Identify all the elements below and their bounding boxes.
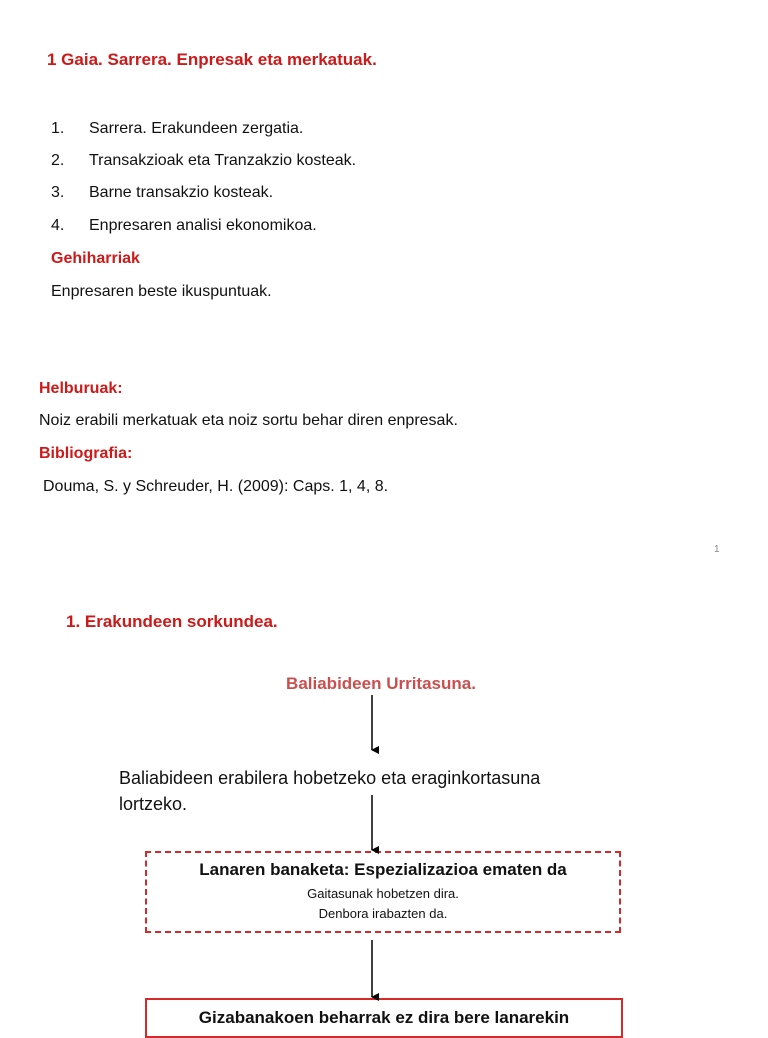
list-item-number: 2. <box>51 152 65 169</box>
list-item-number: 4. <box>51 217 65 234</box>
goals-heading: Helburuak: <box>39 380 123 397</box>
page-number: 1 <box>714 544 720 555</box>
box-heading: Lanaren banaketa: Espezializazioa ematen da <box>199 860 567 879</box>
page-title: 1 Gaia. Sarrera. Enpresak eta merkatuak. <box>47 50 377 69</box>
list-item-text: Enpresaren analisi ekonomikoa. <box>89 217 317 234</box>
list-item-text: Transakzioak eta Tranzakzio kosteak. <box>89 152 357 169</box>
bibliography-heading: Bibliografia: <box>39 445 133 462</box>
list-item-number: 3. <box>51 184 65 201</box>
extras-heading: Gehiharriak <box>51 250 140 267</box>
goals-text: Noiz erabili merkatuak eta noiz sortu behar diren enpresak. <box>39 412 458 429</box>
section-title: 1. Erakundeen sorkundea. <box>66 612 278 631</box>
flow-paragraph: Baliabideen erabilera hobetzeko eta eraginkortasuna lortzeko. <box>119 768 541 814</box>
box-line: Gaitasunak hobetzen dira. <box>307 886 459 901</box>
list-item-text: Sarrera. Erakundeen zergatia. <box>89 120 304 137</box>
extras-text: Enpresaren beste ikuspuntuak. <box>51 283 272 300</box>
flow-top-text: Baliabideen Urritasuna. <box>286 674 476 693</box>
list-item-number: 1. <box>51 120 65 137</box>
bibliography-text: Douma, S. y Schreuder, H. (2009): Caps. 1, 4, 8. <box>43 478 389 495</box>
list-item-text: Barne transakzio kosteak. <box>89 184 274 201</box>
needs-box: Gizabanakoen beharrak ez dira bere lanarekin <box>145 998 623 1038</box>
box-line: Denbora irabazten da. <box>318 906 448 921</box>
